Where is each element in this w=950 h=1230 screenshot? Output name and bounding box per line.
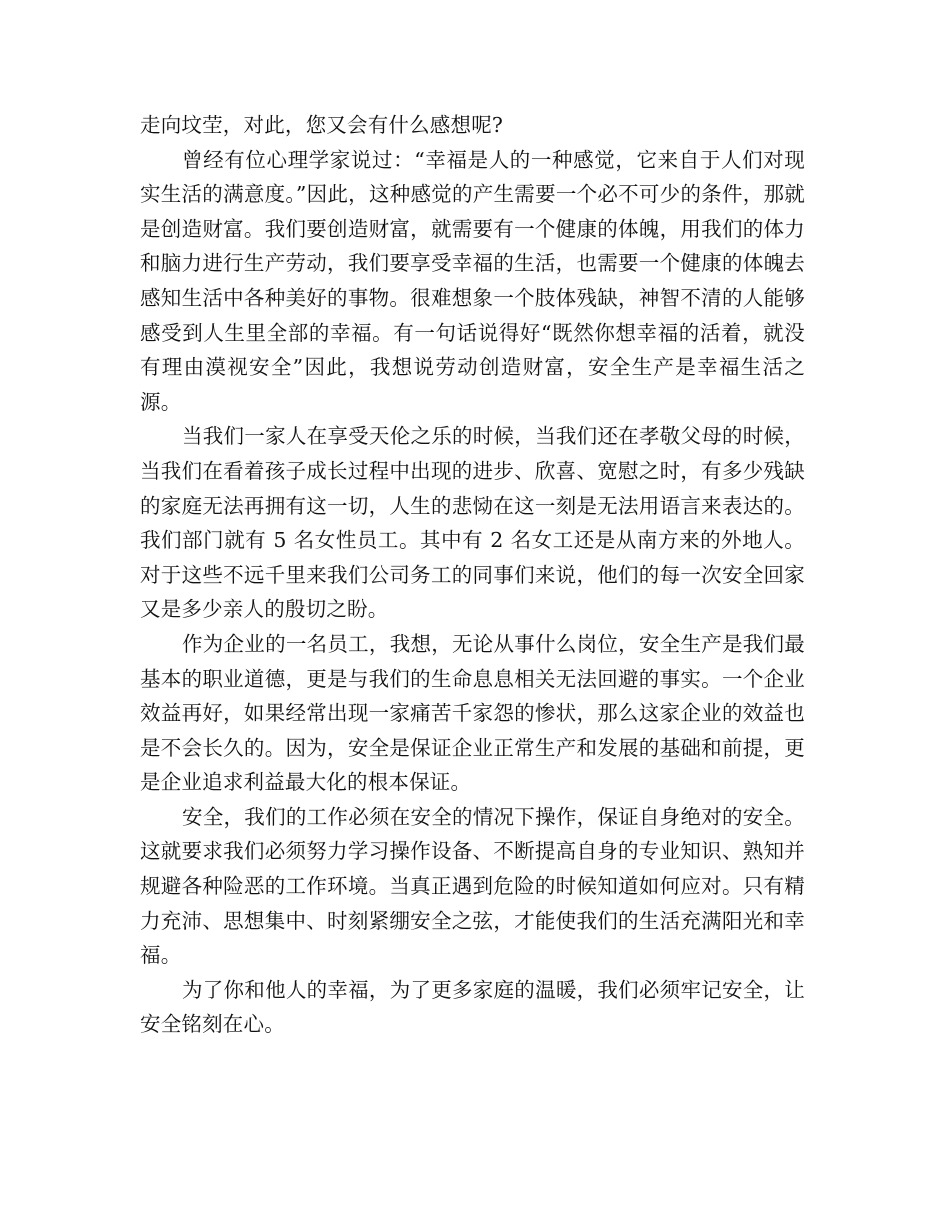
document-body	[140, 108, 805, 1042]
paragraph-continuation: 走向坟茔，对此，您又会有什么感想呢?	[140, 113, 504, 137]
paragraph-closing: 为了你和他人的幸福，为了更多家庭的温暖，我们必须牢记安全，让安全铭刻在心。	[140, 977, 805, 1037]
paragraph-safety-at-work: 安全，我们的工作必须在安全的情况下操作，保证自身绝对的安全。这就要求我们必须努力学习操作设备、不断提高自身的专业知识、熟知并规避各种险恶的工作环境。当真正遇到危险的时候知道如何应对。只有精力充沛、思想集中、时刻紧绷安全之弦，才能使我们的生活充满阳光和幸福。	[140, 804, 805, 968]
paragraph-happiness-and-wealth: 曾经有位心理学家说过：“幸福是人的一种感觉，它来自于人们对现实生活的满意度。”因此，这种感觉的产生需要一个必不可少的条件，那就是创造财富。我们要创造财富，就需要有一个健康的体魄，用我们的体力和脑力进行生产劳动，我们要享受幸福的生活，也需要一个健康的体魄去感知生活中各种美好的事物。很难想象一个肢体残缺，神智不清的人能够感受到人生里全部的幸福。有一句话说得好“既然你想幸福的活着，就没有理由漠视安全”因此，我想说劳动创造财富，安全生产是幸福生活之源。	[140, 147, 805, 414]
paragraph-employee-duty: 作为企业的一名员工，我想，无论从事什么岗位，安全生产是我们最基本的职业道德，更是与我们的生命息息相关无法回避的事实。一个企业效益再好，如果经常出现一家痛苦千家怨的惨状，那么这家企业的效益也是不会长久的。因为，安全是保证企业正常生产和发展的基础和前提，更是企业追求利益最大化的根本保证。	[140, 631, 805, 795]
paragraph-family: 当我们一家人在享受天伦之乐的时候，当我们还在孝敬父母的时候，当我们在看着孩子成长过程中出现的进步、欣喜、宽慰之时，有多少残缺的家庭无法再拥有这一切，人生的悲恸在这一刻是无法用语言来表达的。我们部门就有 5 名女性员工。其中有 2 名女工还是从南方来的外地人。对于这些不远千里来我们公司务工的同事们来说，他们的每一次安全回家又是多少亲人的殷切之盼。	[140, 424, 805, 622]
